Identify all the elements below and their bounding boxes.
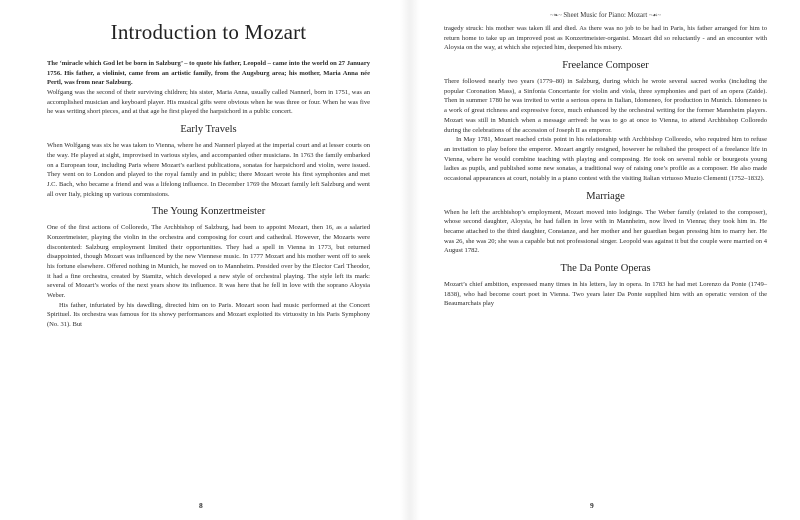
- lead-paragraph: The ‘miracle which God let be born in Salzburg’ – to quote his father, Leopold – came into the world on 27 January 1756. His father, a violinist, came from an artistic family, from the Augsburg area; his mother, Maria Anna née Pertl, was from near Salzburg.: [47, 60, 370, 87]
- konzertmeister-paragraph-1: One of the first actions of Colloredo, The Archbishop of Salzburg, had been to appoint Mozart, then 16, as a salaried Konzertmeister, playing the violin in the orchestra and composing for court and cathedral. However, the Mozarts were discontented: Salzburg employment limited their opportunities. They had a spell in Vienna in 1773, but returned disappointed, though Mozart was influenced by the new Viennese music. In 1777 Mozart and his mother went off to seek his fortune elsewhere. Offered nothing in Munich, he moved on to Mannheim. Presided over by the Elector Carl Theodor, it had a fine orchestra, created by Stamitz, which developed a new style of orchestral playing. The style left its mark: several of Mozart’s works of the next years show its influence. It was here that he fell in love with the soprano Aloysia Weber.: [47, 224, 370, 300]
- konzertmeister-paragraph-2: His father, infuriated by his dawdling, directed him on to Paris. Mozart soon had music performed at the Concert Spirituel. Its orchestra was famous for its showy performances and Mozart exploited its virtuosity in his Paris Symphony (No. 31). But: [47, 301, 370, 329]
- marriage-paragraph: When he left the archbishop’s employment, Mozart moved into lodgings. The Weber family (related to the composer), whose second daughter, Aloysia, he had fallen in love with in Mannheim, now lived in Vienna; they took him in. He became attached to the third daughter, Constanze, and her mother and her guardian began pressing him to marry her. He was 26, she was 20; she was a capable but not professional singer. Leopold was against it but the couple were married on 4 August 1782.: [444, 208, 767, 255]
- freelance-paragraph-2: In May 1781, Mozart reached crisis point in his relationship with Archbishop Colloredo, who required him to refuse an invitation to play before the emperor. Mozart angrily resigned, however he relished the prospect of a freelance life in Vienna, where he would combine teaching with playing and composing. He took on several noble or bourgeois young ladies as pupils, and published some new sonatas, a traditional way of raising one’s profile as a composer. He also made occasional appearances at court, notably in a piano contest with the visiting Italian virtuoso Muzio Clementi (1752–1832).: [444, 136, 767, 182]
- continued-paragraph: tragedy struck: his mother was taken ill and died. As there was no job to be had in Paris, his father arranged for him to return home to take up an improved post as Konzertmeister-organist. Mozart did so reluctantly - and an encounter with Aloysia on the way, at which she rejected him, deepened his misery.: [444, 25, 767, 52]
- section-heading-marriage: Marriage: [586, 190, 625, 202]
- running-header-text: Sheet Music for Piano: Mozart: [563, 12, 648, 19]
- early-travels-paragraph: When Wolfgang was six he was taken to Vienna, where he and Nannerl played at the imperial court and at lesser courts on the way. He played at sight, improvised in various styles, and accompanied other musicians. In 1763 the family embarked on a European tour, including Paris where Mozart’s earliest publications, sonatas for harpsichord and violin, were issued. They went on to London and played to the royal family and in public; there Mozart wrote his first symphonies and met J.C. Bach, who became a friend and was a lifelong influence. In December 1769 the Mozart family left Salzburg and went all over Italy, picking up various commissions.: [47, 142, 370, 198]
- chapter-title: Introduction to Mozart: [110, 20, 307, 44]
- running-header: [444, 12, 767, 19]
- header-ornament-left: ~❧~: [550, 13, 562, 19]
- right-page: [420, 0, 800, 520]
- da-ponte-paragraph: Mozart’s chief ambition, expressed many times in his letters, lay in opera. In 1783 he had met Lorenzo da Ponte (1749–1838), who had become court poet in Vienna. Two years later Da Ponte supplied him with an operatic version of the Beaumarchais play: [444, 281, 767, 308]
- intro-paragraph: Wolfgang was the second of their surviving children; his sister, Maria Anna, usually called Nannerl, born in 1751, was an accomplished musician and keyboard player. His musical gifts were obvious when he was three or four. When he was five he was writing short pieces, and at that age he first played the harpsichord in a public concert.: [47, 89, 370, 116]
- section-heading-da-ponte-operas: The Da Ponte Operas: [560, 263, 651, 275]
- page-number-right: 9: [590, 501, 594, 510]
- section-heading-freelance-composer: Freelance Composer: [562, 60, 649, 72]
- book-gutter: [400, 0, 420, 520]
- section-heading-young-konzertmeister: The Young Konzertmeister: [151, 206, 266, 218]
- freelance-paragraph-1: There followed nearly two years (1779–80) in Salzburg, during which he wrote several sacred works (including the popular Coronation Mass), a Sinfonia Concertante for violin and viola, three symphonies and part of an opera (Zaïde). Then in summer 1780 he was invited to write a serious opera in Italian, Idomeneo, for production in Munich. Idomeneo is a work of great richness and expressive force, much enhanced by the orchestral writing for the former Mannheim players. Mozart was still in Munich when a message arrived: he was to go at once to Vienna, to attend Archbishop Colloredo during the celebrations of the accession of Joseph II as emperor.: [444, 78, 767, 134]
- section-heading-early-travels: Early Travels: [180, 124, 237, 136]
- page-number-left: 8: [199, 501, 203, 510]
- header-ornament-right: ~☙~: [648, 13, 661, 19]
